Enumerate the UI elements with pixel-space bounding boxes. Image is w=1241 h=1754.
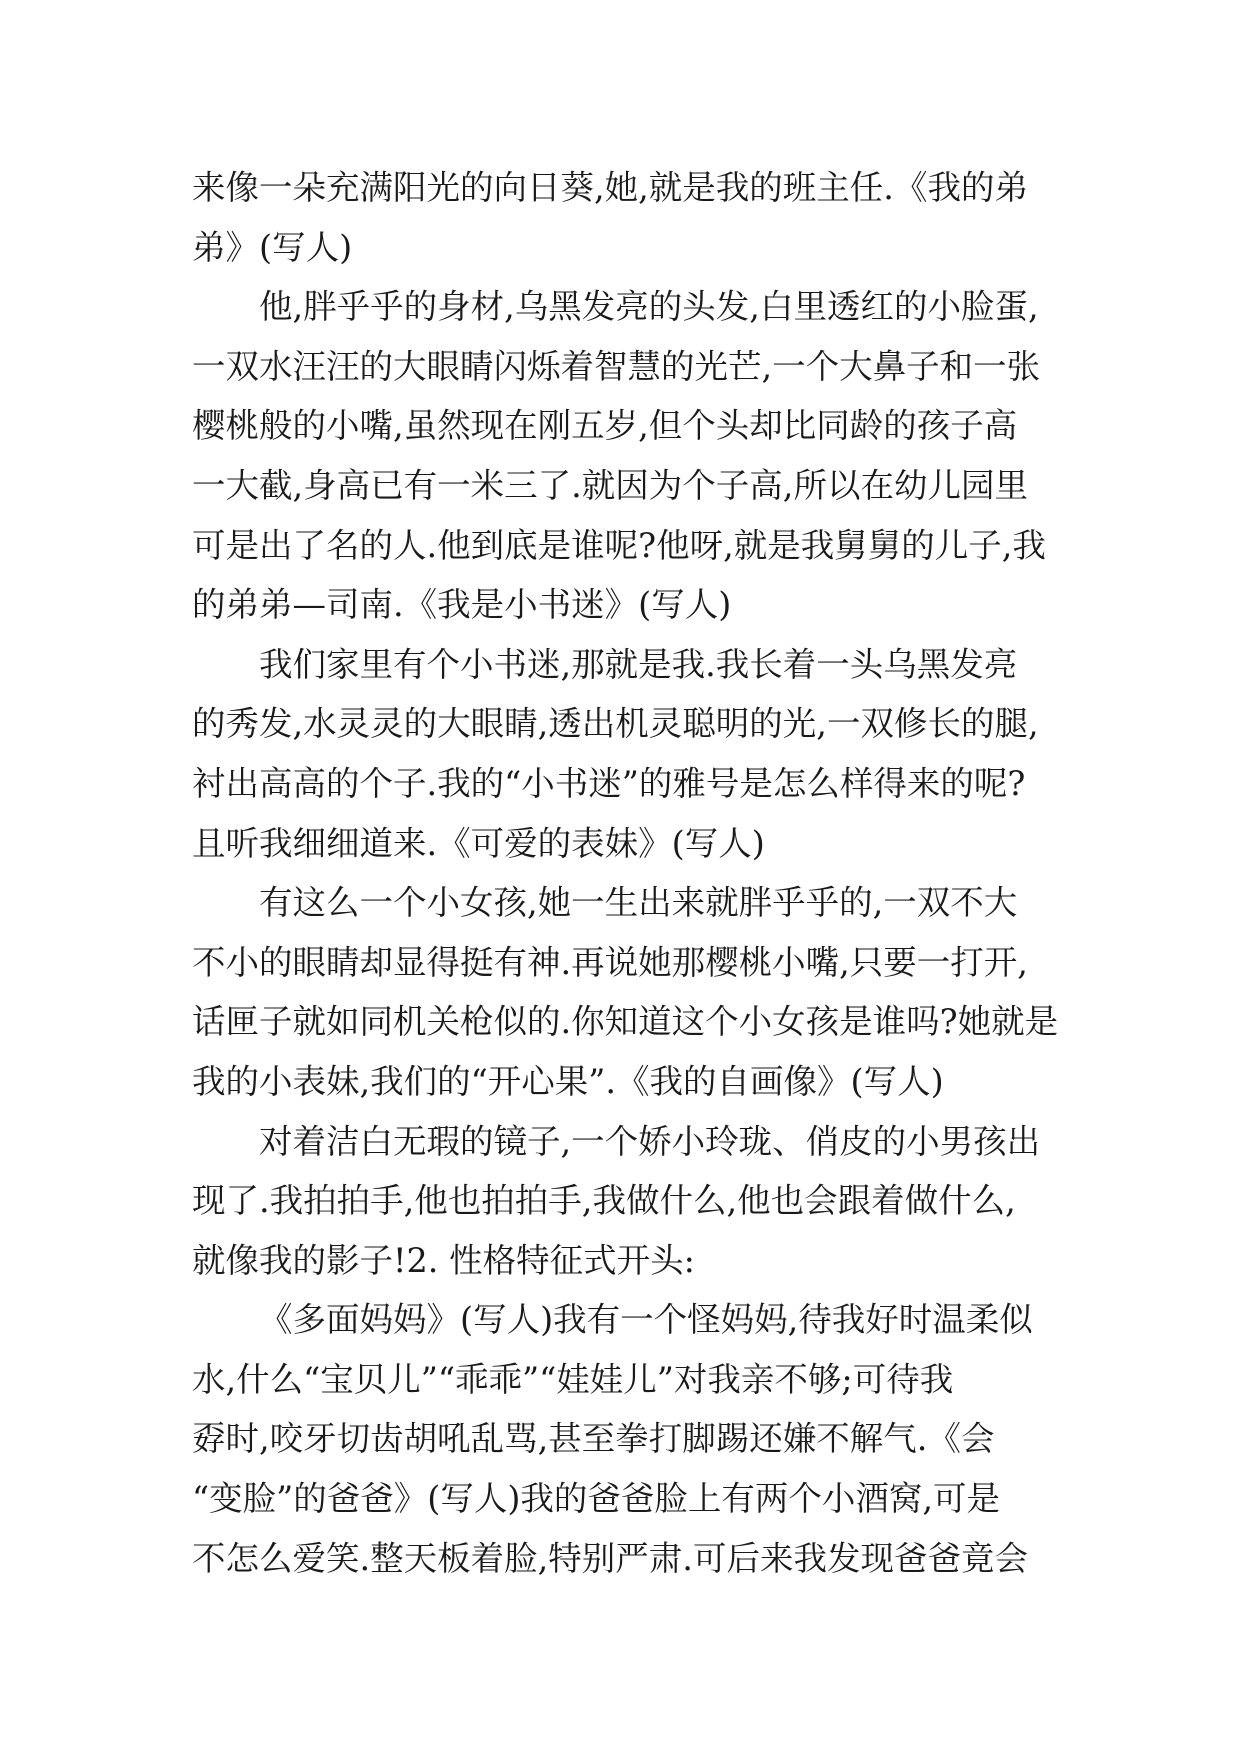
text-line: 就像我的影子!2. 性格特征式开头:	[192, 1240, 695, 1280]
text-line: 衬出高高的个子.我的“小书迷”的雅号是怎么样得来的呢?	[192, 763, 1026, 803]
text-line: 话匣子就如同机关枪似的.你知道这个小女孩是谁吗?她就是	[192, 1002, 1059, 1042]
text-line: 有这么一个小女孩,她一生出来就胖乎乎的,一双不大	[259, 883, 1018, 923]
text-line: 不怎么爱笑.整天板着脸,特别严肃.可后来我发现爸爸竟会	[192, 1538, 1028, 1578]
text-line: 他,胖乎乎的身材,乌黑发亮的头发,白里透红的小脸蛋,	[259, 287, 1039, 327]
text-line: 不小的眼睛却显得挺有神.再说她那樱桃小嘴,只要一打开,	[192, 942, 1028, 982]
text-line: 水,什么“宝贝儿”“乖乖”“娃娃儿”对我亲不够;可待我	[192, 1359, 954, 1399]
text-line: 樱桃般的小嘴,虽然现在刚五岁,但个头却比同龄的孩子高	[192, 406, 1018, 446]
text-line: 的弟弟—司南.《我是小书迷》(写人)	[192, 585, 732, 625]
text-line: 来像一朵充满阳光的向日葵,她,就是我的班主任.《我的弟	[192, 168, 1028, 207]
text-line: 《多面妈妈》(写人)我有一个怪妈妈,待我好时温柔似	[259, 1300, 1033, 1340]
text-line: “变脸”的爸爸》(写人)我的爸爸脸上有两个小酒窝,可是	[192, 1479, 1001, 1519]
text-line: 一双水汪汪的大眼睛闪烁着智慧的光芒,一个大鼻子和一张	[192, 346, 1041, 386]
text-line: 现了.我拍拍手,他也拍拍手,我做什么,他也会跟着做什么,	[192, 1181, 1016, 1221]
text-line: 一大截,身高已有一米三了.就因为个子高,所以在幼儿园里	[192, 465, 1028, 505]
text-line: 的秀发,水灵灵的大眼睛,透出机灵聪明的光,一双修长的腿,	[192, 704, 1039, 744]
text-line: 我的小表妹,我们的“开心果”.《我的自画像》(写人)	[192, 1061, 944, 1101]
text-line: 我们家里有个小书迷,那就是我.我长着一头乌黑发亮	[259, 644, 1018, 684]
text-line: 孬时,咬牙切齿胡吼乱骂,甚至拳打脚踢还嫌不解气.《会	[192, 1419, 995, 1459]
text-line: 弟》(写人)	[192, 227, 353, 267]
body-text	[192, 158, 1062, 1588]
text-line: 可是出了名的人.他到底是谁呢?他呀,就是我舅舅的儿子,我	[192, 525, 1046, 565]
text-line: 且听我细细道来.《可爱的表妹》(写人)	[192, 823, 765, 863]
text-line: 对着洁白无瑕的镜子,一个娇小玲珑、俏皮的小男孩出	[259, 1121, 1041, 1161]
